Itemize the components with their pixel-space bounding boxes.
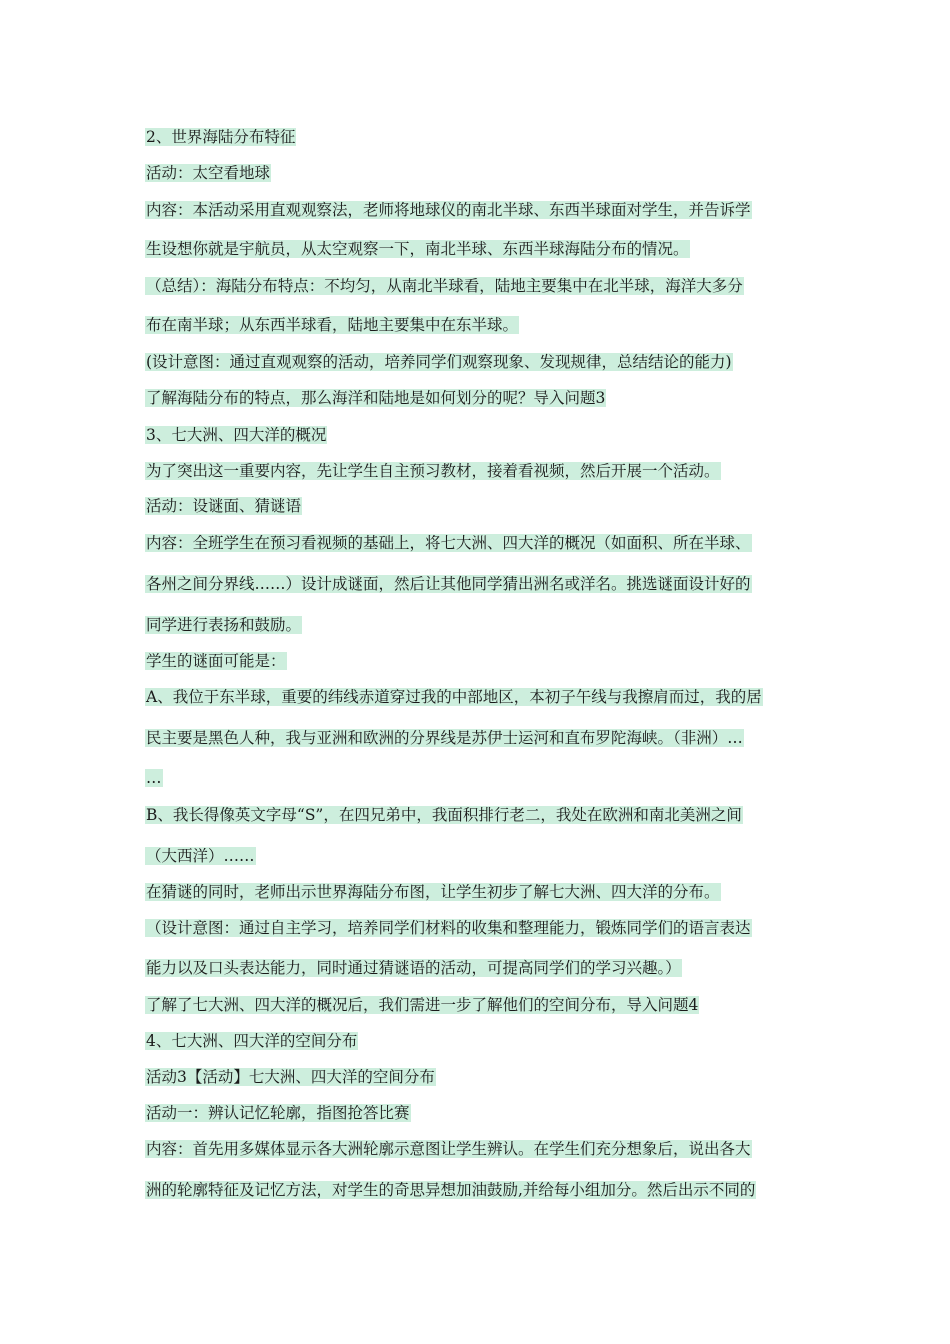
paragraph-line: 了解海陆分布的特点，那么海洋和陆地是如何划分的呢？导入问题3 (146, 389, 606, 407)
design-intent-line: 能力以及口头表达能力，同时通过猜谜语的活动，可提高同学们的学习兴趣。） (146, 959, 681, 977)
activity-title: 活动3【活动】七大洲、四大洋的空间分布 (146, 1068, 435, 1086)
paragraph-line: 洲的轮廓特征及记忆方法，对学生的奇思异想加油鼓励,并给每小组加分。然后出示不同的 (146, 1181, 756, 1199)
paragraph-line: 了解了七大洲、四大洋的概况后，我们需进一步了解他们的空间分布，导入问题4 (146, 996, 699, 1014)
paragraph-line: 各州之间分界线……）设计成谜面，然后让其他同学猜出洲名或洋名。挑选谜面设计好的 (146, 575, 751, 593)
activity-title: 活动：设谜面、猜谜语 (146, 497, 302, 515)
heading-spatial-distribution: 4、七大洲、四大洋的空间分布 (146, 1032, 358, 1050)
riddle-b-line: （大西洋）…… (146, 847, 255, 865)
riddle-a-line: A、我位于东半球，重要的纬线赤道穿过我的中部地区，本初子午线与我擦肩而过，我的居 (146, 688, 762, 706)
paragraph-line: 生设想你就是宇航员，从太空观察一下，南北半球、东西半球海陆分布的情况。 (146, 240, 689, 258)
riddle-a-line: 民主要是黑色人种，我与亚洲和欧洲的分界线是苏伊士运河和直布罗陀海峡。（非洲）… (146, 729, 743, 747)
design-intent-line: （设计意图：通过自主学习，培养同学们材料的收集和整理能力，锻炼同学们的语言表达 (146, 919, 751, 937)
paragraph-line: 为了突出这一重要内容，先让学生自主预习教材，接着看视频，然后开展一个活动。 (146, 462, 720, 480)
paragraph-line: （总结）：海陆分布特点：不均匀，从南北半球看，陆地主要集中在北半球，海洋大多分 (146, 277, 743, 295)
heading-continents-oceans: 3、七大洲、四大洋的概况 (146, 426, 327, 444)
riddle-a-line: … (146, 769, 162, 787)
riddle-b-line: B、我长得像英文字母“S”，在四兄弟中，我面积排行老二，我处在欧洲和南北美洲之间 (146, 806, 742, 824)
paragraph-line: 同学进行表扬和鼓励。 (146, 616, 302, 634)
paragraph-line: 布在南半球；从东西半球看，陆地主要集中在东半球。 (146, 316, 519, 334)
paragraph-line: 内容：全班学生在预习看视频的基础上，将七大洲、四大洋的概况（如面积、所在半球、 (146, 534, 751, 552)
activity-title: 活动一：辨认记忆轮廓，指图抢答比赛 (146, 1104, 410, 1122)
heading-world-land-sea: 2、世界海陆分布特征 (146, 128, 296, 146)
paragraph-line: 内容：首先用多媒体显示各大洲轮廓示意图让学生辨认。在学生们充分想象后，说出各大 (146, 1140, 751, 1158)
paragraph-line: 内容：本活动采用直观观察法，老师将地球仪的南北半球、东西半球面对学生，并告诉学 (146, 201, 751, 219)
design-intent-line: (设计意图：通过直观观察的活动，培养同学们观察现象、发现规律，总结结论的能力) (146, 353, 732, 371)
paragraph-line: 在猜谜的同时，老师出示世界海陆分布图，让学生初步了解七大洲、四大洋的分布。 (146, 883, 720, 901)
paragraph-line: 学生的谜面可能是： (146, 652, 286, 670)
activity-title: 活动：太空看地球 (146, 164, 271, 182)
